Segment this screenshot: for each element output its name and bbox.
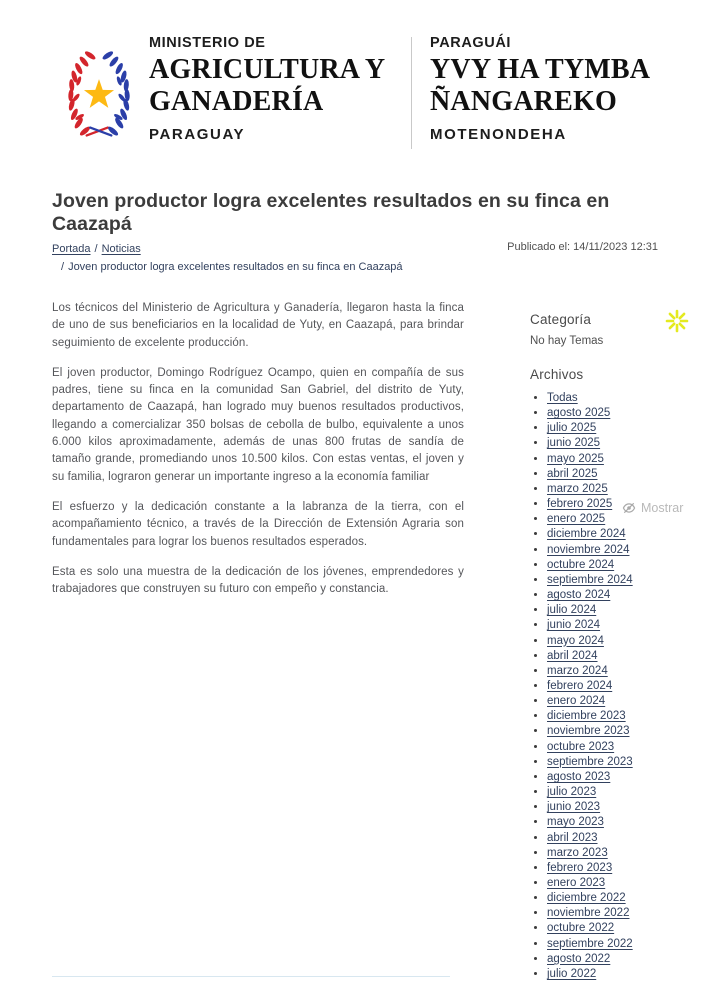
archive-item xyxy=(547,800,695,815)
archive-item-link[interactable]: junio 2024 xyxy=(547,619,601,632)
ministry-line2: AGRICULTURA Y xyxy=(149,54,386,85)
breadcrumb-current: Joven productor logra excelentes resultados en su finca en Caazapá xyxy=(68,261,403,273)
archive-item xyxy=(547,740,695,755)
page-title: Joven productor logra excelentes resultados en su finca en Caazapá xyxy=(52,190,610,235)
archive-item xyxy=(547,618,695,633)
archive-item-link[interactable]: marzo 2024 xyxy=(547,664,608,677)
meta-row xyxy=(52,240,658,276)
breadcrumb-home-link[interactable]: Portada xyxy=(52,243,91,255)
archive-item xyxy=(547,724,695,739)
category-empty-text: No hay Temas xyxy=(530,335,604,347)
archive-item-link[interactable]: julio 2022 xyxy=(547,967,597,980)
archive-item-link[interactable]: agosto 2024 xyxy=(547,589,611,602)
article-paragraph: El esfuerzo y la dedicación constante a la labranza de la tierra, con el acompañamiento técnico, a través de la Dirección de Extensión Agraria son fundamentales para lograr los buenos resultados esperados. xyxy=(52,500,464,548)
ministry-logo-icon xyxy=(55,39,143,151)
archive-item-link[interactable]: septiembre 2023 xyxy=(547,755,633,768)
archive-item xyxy=(547,831,695,846)
archive-item xyxy=(547,846,695,861)
sidebar xyxy=(530,312,695,982)
archive-item xyxy=(547,527,695,542)
article-paragraph: Esta es solo una muestra de la dedicación de los jóvenes, emprendedores y trabajadores que construyen su futuro con empeño y constancia. xyxy=(52,565,464,596)
mostrar-label: Mostrar xyxy=(641,501,684,515)
archive-item xyxy=(547,603,695,618)
archive-item-link[interactable]: abril 2023 xyxy=(547,831,598,844)
archive-item xyxy=(547,634,695,649)
guarani-line4: MOTENONDEHA xyxy=(430,126,567,143)
archive-item-link[interactable]: junio 2023 xyxy=(547,801,601,814)
archive-item-link[interactable]: Todas xyxy=(547,392,578,404)
archive-item xyxy=(547,558,695,573)
archive-item xyxy=(547,906,695,921)
archive-item-link[interactable]: septiembre 2024 xyxy=(547,573,633,586)
archive-item xyxy=(547,921,695,936)
archive-item xyxy=(547,770,695,785)
archive-item xyxy=(547,482,695,497)
asterisk-burst-icon xyxy=(664,308,690,334)
archive-item xyxy=(547,421,695,436)
bottom-separator xyxy=(52,976,450,977)
eye-off-icon xyxy=(622,502,636,514)
archive-item-link[interactable]: abril 2025 xyxy=(547,467,598,480)
archives-list xyxy=(530,391,695,982)
archive-item-link[interactable]: diciembre 2024 xyxy=(547,528,626,541)
archive-item-link[interactable]: marzo 2025 xyxy=(547,482,608,495)
archive-item xyxy=(547,649,695,664)
archive-item xyxy=(547,952,695,967)
archive-item-link[interactable]: noviembre 2023 xyxy=(547,725,630,738)
archive-item xyxy=(547,891,695,906)
archive-item xyxy=(547,694,695,709)
star-shape xyxy=(84,79,114,108)
archive-item-link[interactable]: enero 2025 xyxy=(547,513,606,526)
archive-item xyxy=(547,436,695,451)
header-ministry-block xyxy=(149,33,397,143)
archive-item-link[interactable]: septiembre 2022 xyxy=(547,937,633,950)
header-divider xyxy=(411,37,412,149)
archive-item-link[interactable]: julio 2024 xyxy=(547,604,597,617)
archive-item xyxy=(547,573,695,588)
site-header xyxy=(55,33,650,151)
archive-item xyxy=(547,815,695,830)
article-body xyxy=(52,300,464,611)
archive-item xyxy=(547,543,695,558)
archive-item-link[interactable]: octubre 2023 xyxy=(547,740,615,753)
archive-item-link[interactable]: agosto 2025 xyxy=(547,407,611,420)
archive-item xyxy=(547,467,695,482)
archive-item-link[interactable]: mayo 2025 xyxy=(547,452,604,465)
archive-item xyxy=(547,406,695,421)
archive-item-link[interactable]: diciembre 2022 xyxy=(547,892,626,905)
breadcrumb-section-link[interactable]: Noticias xyxy=(101,243,141,255)
archive-item xyxy=(547,588,695,603)
archive-item-link[interactable]: marzo 2023 xyxy=(547,846,608,859)
archive-item xyxy=(547,452,695,467)
archive-item-link[interactable]: junio 2025 xyxy=(547,437,601,450)
archive-item-link[interactable]: julio 2023 xyxy=(547,786,597,799)
archive-item xyxy=(547,861,695,876)
archive-item xyxy=(547,709,695,724)
archive-item xyxy=(547,876,695,891)
archive-item xyxy=(547,967,695,982)
published-date: Publicado el: 14/11/2023 12:31 xyxy=(507,241,658,253)
archive-item-link[interactable]: febrero 2023 xyxy=(547,861,613,874)
archive-item xyxy=(547,785,695,800)
archive-item-link[interactable]: mayo 2024 xyxy=(547,634,604,647)
mostrar-tooltip xyxy=(619,500,686,516)
archive-item-link[interactable]: agosto 2023 xyxy=(547,770,611,783)
breadcrumb-separator: / xyxy=(94,243,98,255)
archive-item xyxy=(547,937,695,952)
archive-item xyxy=(547,679,695,694)
guarani-line1: PARAGUÁI xyxy=(430,35,512,51)
guarani-line2: YVY HA TYMBA xyxy=(430,54,651,85)
ministry-line3: GANADERÍA xyxy=(149,86,324,117)
category-heading: Categoría xyxy=(530,312,592,327)
archive-item-link[interactable]: noviembre 2022 xyxy=(547,907,630,920)
archive-item-link[interactable]: agosto 2022 xyxy=(547,952,611,965)
archive-item-link[interactable]: febrero 2025 xyxy=(547,498,613,511)
archive-item-link[interactable]: febrero 2024 xyxy=(547,679,613,692)
archive-item xyxy=(547,664,695,679)
archive-item-link[interactable]: abril 2024 xyxy=(547,649,598,662)
ministry-line4: PARAGUAY xyxy=(149,126,246,143)
breadcrumb-separator: / xyxy=(61,261,65,273)
archive-item-link[interactable]: enero 2023 xyxy=(547,877,606,889)
accessibility-widget-button[interactable] xyxy=(664,308,690,334)
archive-item-link[interactable]: noviembre 2024 xyxy=(547,543,630,556)
archive-item xyxy=(547,391,695,406)
ministry-line1: MINISTERIO DE xyxy=(149,35,266,51)
header-guarani-block xyxy=(430,33,650,143)
archive-item-link[interactable]: mayo 2023 xyxy=(547,816,604,829)
archive-item-link[interactable]: julio 2025 xyxy=(547,422,597,435)
archive-item-link[interactable]: enero 2024 xyxy=(547,695,606,708)
archive-item-link[interactable]: octubre 2022 xyxy=(547,922,615,935)
article-paragraph: El joven productor, Domingo Rodríguez Ocampo, quien en compañía de sus padres, tiene su finca en la comunidad San Gabriel, del distrito de Yuty, departamento de Caazapá, han logrado muy buenos resultados productivos, llegando a comercializar 350 bolsas de cebolla de bulbo, equivalente a unos 6.000 kilos aproximadamente, además de unas 800 frutas de sandía de tamaño grande, promediando unos 10.500 kilos. Con estas ventas, el joven y su familia, lograron generar un importante ingreso a la economía familiar xyxy=(52,366,464,483)
article-paragraph: Los técnicos del Ministerio de Agricultura y Ganadería, llegaron hasta la finca de uno de sus beneficiarios en la localidad de Yuty, en Caazapá, para brindar seguimiento de excelente producción. xyxy=(52,302,464,349)
archives-heading: Archivos xyxy=(530,367,584,382)
archive-item-link[interactable]: diciembre 2023 xyxy=(547,710,626,723)
archive-item xyxy=(547,755,695,770)
guarani-line3: ÑANGAREKO xyxy=(430,86,617,117)
archive-item-link[interactable]: octubre 2024 xyxy=(547,558,615,571)
breadcrumb-line2 xyxy=(52,258,658,276)
